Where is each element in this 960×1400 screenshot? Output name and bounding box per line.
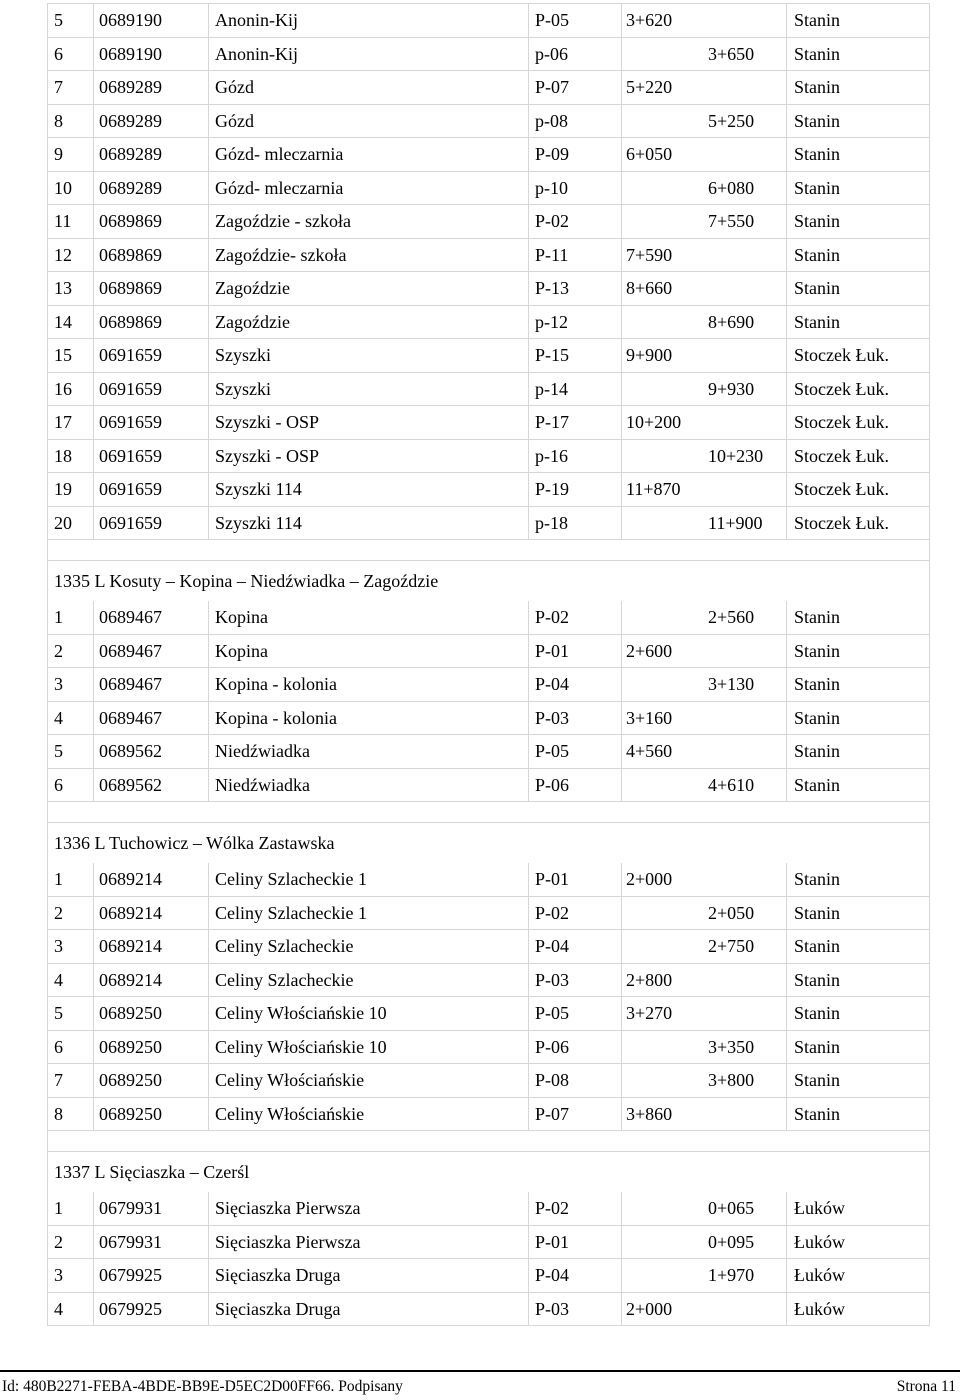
- kilometer-value: 4+610: [708, 774, 755, 795]
- stop-id: p-10: [529, 171, 622, 205]
- table-row: [48, 104, 930, 138]
- kilometer-cell: [622, 668, 787, 702]
- locality-code: 0689467: [94, 701, 209, 735]
- section-spacer: [48, 1131, 930, 1152]
- municipality: Stoczek Łuk.: [787, 406, 930, 440]
- row-number: 6: [48, 1030, 94, 1064]
- kilometer-cell: [622, 634, 787, 668]
- locality-code: 0689250: [94, 1030, 209, 1064]
- row-number: 7: [48, 1064, 94, 1098]
- stop-id: p-08: [529, 104, 622, 138]
- section-spacer: [48, 540, 930, 561]
- document-id: Id: 480B2271-FEBA-4BDE-BB9E-D5EC2D00FF66. Podpisany: [2, 1378, 403, 1395]
- row-number: 5: [48, 997, 94, 1031]
- municipality: Stanin: [787, 863, 930, 896]
- kilometer-value: 4+560: [626, 741, 673, 762]
- stop-id: P-06: [529, 768, 622, 802]
- row-number: 5: [48, 4, 94, 38]
- locality-code: 0689214: [94, 963, 209, 997]
- locality-name: Gózd- mleczarnia: [209, 171, 529, 205]
- kilometer-value: 0+065: [708, 1198, 755, 1219]
- kilometer-value: 5+250: [708, 110, 755, 131]
- locality-code: 0689250: [94, 997, 209, 1031]
- page-footer: [0, 1370, 960, 1400]
- locality-code: 0689214: [94, 896, 209, 930]
- municipality: Stoczek Łuk.: [787, 473, 930, 507]
- stop-id: P-05: [529, 997, 622, 1031]
- row-number: 18: [48, 439, 94, 473]
- locality-name: Gózd: [209, 104, 529, 138]
- table-row: [48, 668, 930, 702]
- municipality: Stanin: [787, 305, 930, 339]
- locality-name: Szyszki - OSP: [209, 439, 529, 473]
- table-row: [48, 1225, 930, 1259]
- table-row: [48, 372, 930, 406]
- kilometer-cell: [622, 1192, 787, 1225]
- kilometer-value: 2+000: [626, 869, 673, 890]
- table-row: [48, 272, 930, 306]
- locality-name: Sięciaszka Druga: [209, 1259, 529, 1293]
- row-number: 5: [48, 735, 94, 769]
- locality-code: 0691659: [94, 439, 209, 473]
- kilometer-value: 3+860: [626, 1103, 673, 1124]
- kilometer-value: 2+000: [626, 1298, 673, 1319]
- kilometer-cell: [622, 238, 787, 272]
- kilometer-cell: [622, 171, 787, 205]
- municipality: Stanin: [787, 701, 930, 735]
- stop-id: P-01: [529, 634, 622, 668]
- stop-id: P-08: [529, 1064, 622, 1098]
- locality-name: Kopina - kolonia: [209, 668, 529, 702]
- municipality: Stanin: [787, 735, 930, 769]
- kilometer-cell: [622, 406, 787, 440]
- row-number: 4: [48, 963, 94, 997]
- municipality: Stanin: [787, 138, 930, 172]
- locality-code: 0691659: [94, 473, 209, 507]
- kilometer-value: 8+690: [708, 311, 755, 332]
- locality-code: 0679931: [94, 1225, 209, 1259]
- kilometer-cell: [622, 506, 787, 540]
- municipality: Stanin: [787, 634, 930, 668]
- locality-code: 0689467: [94, 668, 209, 702]
- municipality: Stanin: [787, 171, 930, 205]
- locality-code: 0689869: [94, 238, 209, 272]
- kilometer-cell: [622, 1097, 787, 1131]
- locality-code: 0689467: [94, 601, 209, 634]
- municipality: Stoczek Łuk.: [787, 439, 930, 473]
- stop-id: p-18: [529, 506, 622, 540]
- locality-code: 0689214: [94, 930, 209, 964]
- kilometer-cell: [622, 205, 787, 239]
- row-number: 4: [48, 701, 94, 735]
- locality-name: Anonin-Kij: [209, 4, 529, 38]
- stop-id: P-03: [529, 701, 622, 735]
- locality-code: 0689214: [94, 863, 209, 896]
- table-row: [48, 4, 930, 38]
- locality-name: Szyszki - OSP: [209, 406, 529, 440]
- locality-code: 0689289: [94, 71, 209, 105]
- kilometer-value: 2+050: [708, 902, 755, 923]
- stop-id: P-04: [529, 1259, 622, 1293]
- row-number: 16: [48, 372, 94, 406]
- municipality: Stoczek Łuk.: [787, 372, 930, 406]
- table-row: [48, 171, 930, 205]
- locality-name: Niedźwiadka: [209, 768, 529, 802]
- stop-id: P-03: [529, 963, 622, 997]
- kilometer-value: 3+160: [626, 707, 673, 728]
- kilometer-cell: [622, 305, 787, 339]
- locality-name: Sięciaszka Pierwsza: [209, 1225, 529, 1259]
- kilometer-cell: [622, 701, 787, 735]
- locality-name: Celiny Szlacheckie: [209, 963, 529, 997]
- kilometer-cell: [622, 1064, 787, 1098]
- table-row: [48, 768, 930, 802]
- kilometer-value: 9+930: [708, 378, 755, 399]
- row-number: 9: [48, 138, 94, 172]
- locality-code: 0691659: [94, 506, 209, 540]
- row-number: 3: [48, 1259, 94, 1293]
- locality-name: Celiny Szlacheckie 1: [209, 863, 529, 896]
- kilometer-value: 3+350: [708, 1036, 755, 1057]
- stop-id: P-01: [529, 863, 622, 896]
- table-row: [48, 1097, 930, 1131]
- row-number: 1: [48, 863, 94, 896]
- locality-code: 0689562: [94, 735, 209, 769]
- table-row: [48, 997, 930, 1031]
- row-number: 11: [48, 205, 94, 239]
- row-number: 3: [48, 930, 94, 964]
- kilometer-cell: [622, 963, 787, 997]
- locality-name: Zagoździe: [209, 305, 529, 339]
- locality-code: 0689190: [94, 37, 209, 71]
- row-number: 15: [48, 339, 94, 373]
- table-row: [48, 701, 930, 735]
- road-heading: 1335 L Kosuty – Kopina – Niedźwiadka – Zagoździe: [48, 561, 930, 602]
- locality-name: Celiny Szlacheckie 1: [209, 896, 529, 930]
- locality-name: Szyszki: [209, 372, 529, 406]
- table-row: [48, 71, 930, 105]
- stop-id: P-07: [529, 71, 622, 105]
- locality-code: 0689869: [94, 305, 209, 339]
- kilometer-value: 3+130: [708, 674, 755, 695]
- kilometer-cell: [622, 1225, 787, 1259]
- locality-code: 0689250: [94, 1064, 209, 1098]
- table-row: [48, 735, 930, 769]
- kilometer-cell: [622, 1292, 787, 1326]
- locality-code: 0679925: [94, 1259, 209, 1293]
- municipality: Stanin: [787, 71, 930, 105]
- kilometer-cell: [622, 138, 787, 172]
- municipality: Stoczek Łuk.: [787, 339, 930, 373]
- table-row: [48, 406, 930, 440]
- row-number: 6: [48, 768, 94, 802]
- table-row: [48, 963, 930, 997]
- kilometer-cell: [622, 863, 787, 896]
- road-heading-row: [48, 561, 930, 602]
- municipality: Stanin: [787, 238, 930, 272]
- municipality: Stanin: [787, 1064, 930, 1098]
- kilometer-cell: [622, 339, 787, 373]
- table-row: [48, 1192, 930, 1225]
- kilometer-value: 2+600: [626, 640, 673, 661]
- kilometer-cell: [622, 601, 787, 634]
- locality-name: Kopina - kolonia: [209, 701, 529, 735]
- row-number: 6: [48, 37, 94, 71]
- locality-code: 0689190: [94, 4, 209, 38]
- locality-name: Sięciaszka Pierwsza: [209, 1192, 529, 1225]
- stop-id: P-05: [529, 735, 622, 769]
- locality-code: 0679931: [94, 1192, 209, 1225]
- kilometer-cell: [622, 473, 787, 507]
- municipality: Stanin: [787, 1030, 930, 1064]
- stop-id: P-13: [529, 272, 622, 306]
- table-row: [48, 506, 930, 540]
- kilometer-cell: [622, 372, 787, 406]
- road-heading: 1336 L Tuchowicz – Wólka Zastawska: [48, 823, 930, 864]
- stop-id: P-04: [529, 930, 622, 964]
- kilometer-value: 2+800: [626, 969, 673, 990]
- stop-id: P-07: [529, 1097, 622, 1131]
- table-row: [48, 439, 930, 473]
- kilometer-value: 0+095: [708, 1231, 755, 1252]
- stop-id: P-19: [529, 473, 622, 507]
- stop-id: P-02: [529, 205, 622, 239]
- kilometer-value: 7+550: [708, 211, 755, 232]
- table-row: [48, 863, 930, 896]
- kilometer-cell: [622, 997, 787, 1031]
- kilometer-cell: [622, 768, 787, 802]
- municipality: Stanin: [787, 104, 930, 138]
- locality-code: 0691659: [94, 339, 209, 373]
- table-row: [48, 1030, 930, 1064]
- municipality: Łuków: [787, 1192, 930, 1225]
- row-number: 12: [48, 238, 94, 272]
- stop-id: p-14: [529, 372, 622, 406]
- locality-name: Gózd- mleczarnia: [209, 138, 529, 172]
- locality-name: Szyszki: [209, 339, 529, 373]
- locality-name: Szyszki 114: [209, 506, 529, 540]
- stop-id: P-04: [529, 668, 622, 702]
- kilometer-value: 9+900: [626, 345, 673, 366]
- stop-id: P-01: [529, 1225, 622, 1259]
- kilometer-value: 11+870: [626, 479, 681, 500]
- row-number: 4: [48, 1292, 94, 1326]
- table-row: [48, 1259, 930, 1293]
- stop-id: P-17: [529, 406, 622, 440]
- kilometer-value: 6+050: [626, 144, 673, 165]
- row-number: 1: [48, 1192, 94, 1225]
- kilometer-value: 11+900: [708, 512, 763, 533]
- row-number: 1: [48, 601, 94, 634]
- stop-id: P-09: [529, 138, 622, 172]
- section-spacer: [48, 802, 930, 823]
- locality-code: 0689562: [94, 768, 209, 802]
- municipality: Łuków: [787, 1292, 930, 1326]
- municipality: Stanin: [787, 601, 930, 634]
- road-heading: 1337 L Sięciaszka – Czerśl: [48, 1152, 930, 1193]
- kilometer-cell: [622, 896, 787, 930]
- locality-name: Anonin-Kij: [209, 37, 529, 71]
- row-number: 2: [48, 1225, 94, 1259]
- bus-stop-table: [47, 3, 930, 1326]
- locality-code: 0689869: [94, 272, 209, 306]
- kilometer-value: 5+220: [626, 77, 673, 98]
- locality-name: Gózd: [209, 71, 529, 105]
- stop-id: P-06: [529, 1030, 622, 1064]
- row-number: 3: [48, 668, 94, 702]
- municipality: Łuków: [787, 1225, 930, 1259]
- locality-name: Celiny Włościańskie 10: [209, 997, 529, 1031]
- stop-id: p-12: [529, 305, 622, 339]
- kilometer-value: 3+650: [708, 43, 755, 64]
- municipality: Stanin: [787, 930, 930, 964]
- kilometer-value: 10+230: [708, 445, 764, 466]
- stop-id: P-05: [529, 4, 622, 38]
- municipality: Stanin: [787, 37, 930, 71]
- locality-name: Celiny Włościańskie: [209, 1097, 529, 1131]
- kilometer-cell: [622, 1259, 787, 1293]
- table-row: [48, 896, 930, 930]
- locality-name: Zagoździe: [209, 272, 529, 306]
- table-row: [48, 138, 930, 172]
- row-number: 10: [48, 171, 94, 205]
- municipality: Stoczek Łuk.: [787, 506, 930, 540]
- stop-id: p-06: [529, 37, 622, 71]
- table-body: [48, 4, 930, 1326]
- municipality: Stanin: [787, 1097, 930, 1131]
- kilometer-value: 3+270: [626, 1003, 673, 1024]
- road-heading-row: [48, 823, 930, 864]
- locality-name: Kopina: [209, 601, 529, 634]
- municipality: Stanin: [787, 997, 930, 1031]
- row-number: 17: [48, 406, 94, 440]
- kilometer-cell: [622, 4, 787, 38]
- locality-name: Celiny Włościańskie: [209, 1064, 529, 1098]
- row-number: 13: [48, 272, 94, 306]
- row-number: 7: [48, 71, 94, 105]
- kilometer-value: 3+620: [626, 10, 673, 31]
- kilometer-value: 2+750: [708, 936, 755, 957]
- locality-code: 0679925: [94, 1292, 209, 1326]
- table-row: [48, 339, 930, 373]
- road-heading-row: [48, 1152, 930, 1193]
- kilometer-value: 6+080: [708, 177, 755, 198]
- municipality: Stanin: [787, 4, 930, 38]
- municipality: Stanin: [787, 768, 930, 802]
- table-row: [48, 634, 930, 668]
- table-row: [48, 37, 930, 71]
- locality-name: Niedźwiadka: [209, 735, 529, 769]
- kilometer-cell: [622, 930, 787, 964]
- table-row: [48, 1292, 930, 1326]
- locality-code: 0689289: [94, 138, 209, 172]
- locality-code: 0689289: [94, 171, 209, 205]
- kilometer-cell: [622, 439, 787, 473]
- locality-name: Kopina: [209, 634, 529, 668]
- kilometer-value: 2+560: [708, 607, 755, 628]
- stop-id: P-15: [529, 339, 622, 373]
- kilometer-cell: [622, 272, 787, 306]
- kilometer-value: 1+970: [708, 1265, 755, 1286]
- table-row: [48, 205, 930, 239]
- row-number: 8: [48, 1097, 94, 1131]
- table-row: [48, 1064, 930, 1098]
- page-number: Strona 11: [896, 1378, 956, 1395]
- table-row: [48, 930, 930, 964]
- locality-name: Szyszki 114: [209, 473, 529, 507]
- kilometer-cell: [622, 71, 787, 105]
- locality-code: 0689250: [94, 1097, 209, 1131]
- locality-name: Zagoździe- szkoła: [209, 238, 529, 272]
- kilometer-cell: [622, 104, 787, 138]
- locality-name: Celiny Włościańskie 10: [209, 1030, 529, 1064]
- table-row: [48, 601, 930, 634]
- table-row: [48, 473, 930, 507]
- municipality: Stanin: [787, 896, 930, 930]
- stop-id: P-03: [529, 1292, 622, 1326]
- municipality: Stanin: [787, 205, 930, 239]
- locality-code: 0691659: [94, 372, 209, 406]
- row-number: 20: [48, 506, 94, 540]
- kilometer-value: 7+590: [626, 244, 673, 265]
- stop-id: P-02: [529, 1192, 622, 1225]
- row-number: 8: [48, 104, 94, 138]
- table-row: [48, 305, 930, 339]
- kilometer-cell: [622, 1030, 787, 1064]
- row-number: 19: [48, 473, 94, 507]
- kilometer-cell: [622, 37, 787, 71]
- municipality: Stanin: [787, 668, 930, 702]
- locality-code: 0689289: [94, 104, 209, 138]
- stop-id: P-11: [529, 238, 622, 272]
- kilometer-cell: [622, 735, 787, 769]
- kilometer-value: 10+200: [626, 412, 682, 433]
- locality-name: Sięciaszka Druga: [209, 1292, 529, 1326]
- row-number: 2: [48, 634, 94, 668]
- stop-id: P-02: [529, 601, 622, 634]
- kilometer-value: 3+800: [708, 1070, 755, 1091]
- stop-id: p-16: [529, 439, 622, 473]
- municipality: Stanin: [787, 272, 930, 306]
- municipality: Stanin: [787, 963, 930, 997]
- locality-name: Celiny Szlacheckie: [209, 930, 529, 964]
- table-row: [48, 238, 930, 272]
- locality-code: 0689467: [94, 634, 209, 668]
- municipality: Łuków: [787, 1259, 930, 1293]
- locality-name: Zagoździe - szkoła: [209, 205, 529, 239]
- stop-id: P-02: [529, 896, 622, 930]
- locality-code: 0689869: [94, 205, 209, 239]
- row-number: 2: [48, 896, 94, 930]
- locality-code: 0691659: [94, 406, 209, 440]
- row-number: 14: [48, 305, 94, 339]
- kilometer-value: 8+660: [626, 278, 673, 299]
